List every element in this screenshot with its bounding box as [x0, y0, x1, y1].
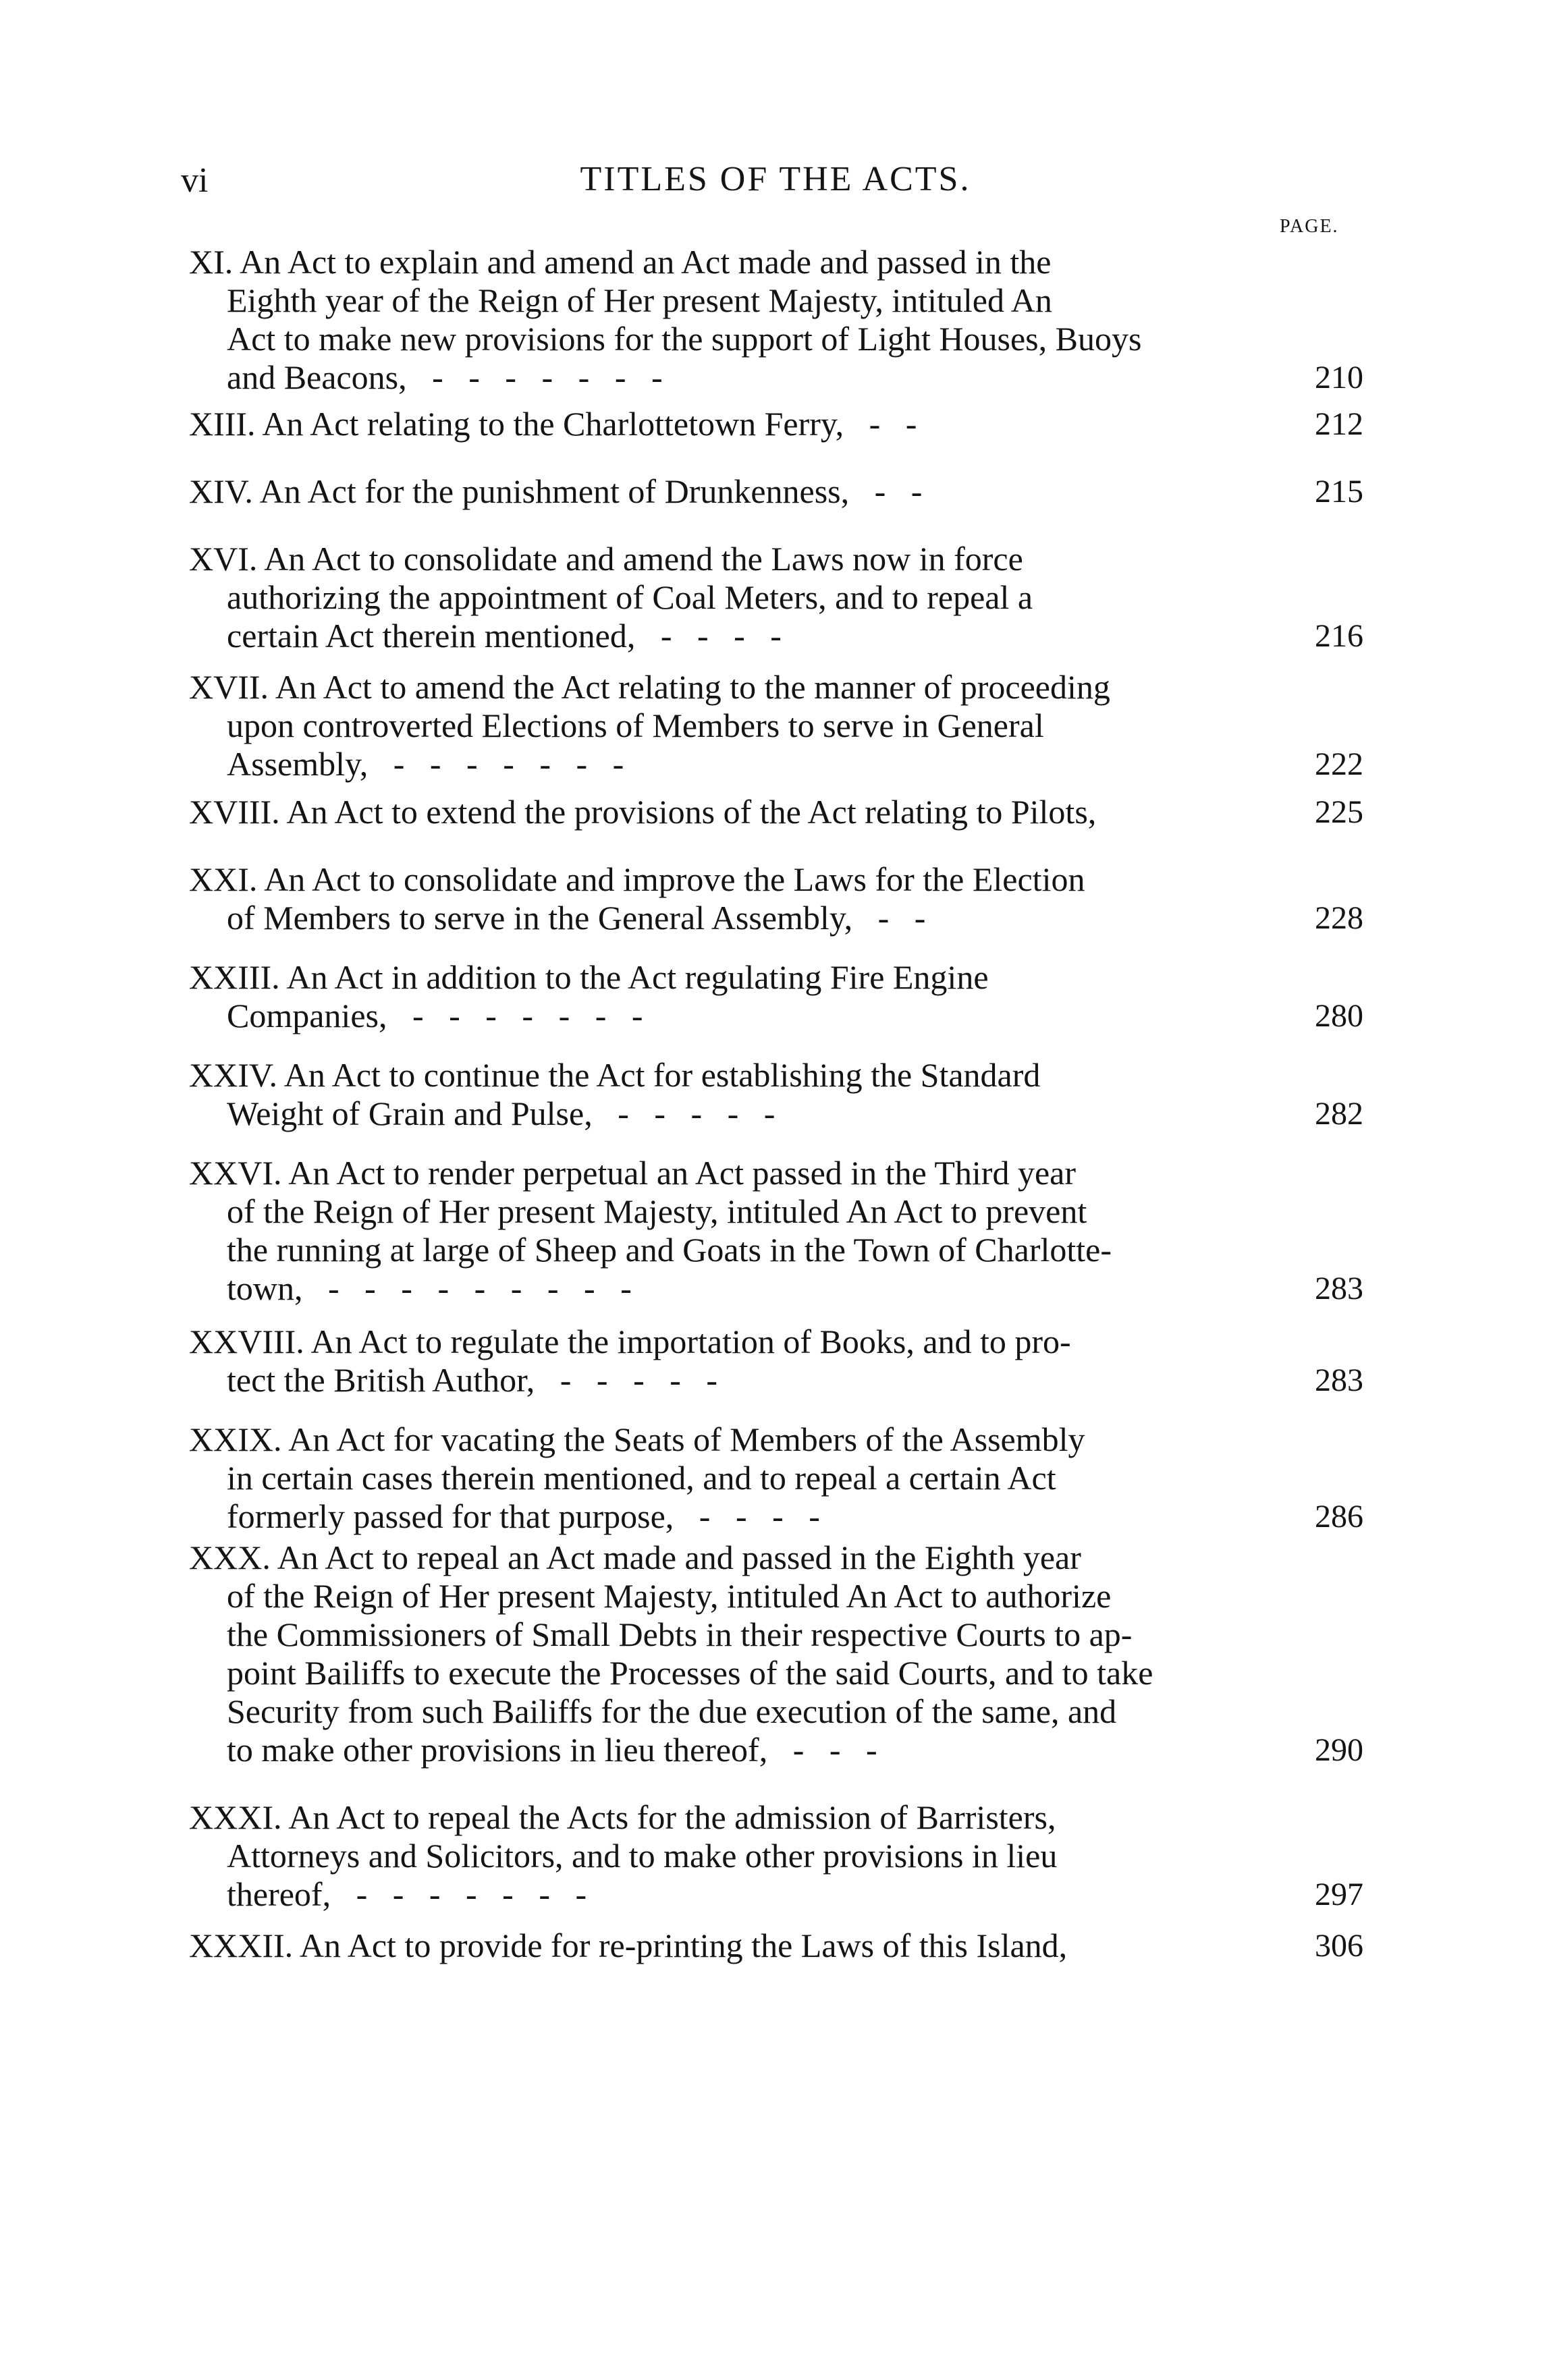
act-title-line	[189, 1875, 1307, 1914]
act-numeral: XXXI.	[189, 1798, 282, 1836]
act-numeral: XXX.	[189, 1539, 271, 1576]
act-title-text: An Act relating to the Charlottetown Ferry, - -	[262, 405, 917, 443]
act-title-line-first	[189, 243, 1269, 281]
act-numeral: XVIII.	[189, 793, 280, 831]
page-number: 283	[1315, 1362, 1363, 1398]
page-number: 280	[1315, 998, 1363, 1034]
act-numeral: XVII.	[189, 668, 269, 706]
act-title-text: An Act to regulate the importation of Books, and to pro-	[310, 1323, 1071, 1360]
act-numeral: XXIX.	[189, 1420, 282, 1458]
act-title-text: Attorneys and Solicitors, and to make other provisions in lieu	[227, 1837, 1058, 1875]
act-title-text: in certain cases therein mentioned, and to repeal a certain Act	[227, 1459, 1056, 1497]
act-title-text: An Act to consolidate and improve the Laws for the Election	[264, 860, 1085, 898]
act-entry	[189, 405, 1363, 443]
act-title-line	[189, 1192, 1307, 1231]
act-title-line	[189, 281, 1307, 320]
act-title-line	[189, 899, 1307, 937]
act-entry	[189, 472, 1363, 511]
act-title-line-first	[189, 1798, 1269, 1837]
act-title-line	[189, 1731, 1307, 1769]
act-title-line	[189, 1361, 1307, 1400]
act-title-text: tect the British Author, - - - - -	[227, 1361, 718, 1399]
page-number: 210	[1315, 360, 1363, 395]
act-numeral: XI.	[189, 243, 234, 281]
act-title-text: Eighth year of the Reign of Her present Majesty, intituled An	[227, 281, 1052, 319]
act-title-text: An Act to render perpetual an Act passed in the Third year	[288, 1154, 1076, 1192]
act-title-text: An Act in addition to the Act regulating Fire Engine	[286, 958, 989, 996]
act-entry	[189, 1056, 1363, 1133]
page-number: 290	[1315, 1732, 1363, 1768]
act-title-text: of Members to serve in the General Assembly, - -	[227, 899, 926, 937]
running-title: TITLES OF THE ACTS.	[580, 160, 971, 198]
act-title-text: the running at large of Sheep and Goats in the Town of Charlotte-	[227, 1231, 1112, 1269]
act-title-line-first	[189, 793, 1269, 831]
act-numeral: XXXII.	[189, 1927, 294, 1964]
act-entry	[189, 1420, 1363, 1536]
act-title-line	[189, 1577, 1307, 1615]
act-title-line	[189, 1095, 1307, 1133]
act-title-line	[189, 997, 1307, 1035]
act-title-text: upon controverted Elections of Members to serve in General	[227, 707, 1044, 744]
act-title-line	[189, 1459, 1307, 1497]
act-title-text: formerly passed for that purpose, - - - -	[227, 1497, 820, 1535]
page-number: 306	[1315, 1928, 1363, 1964]
act-title-text: An Act to amend the Act relating to the manner of proceeding	[275, 668, 1110, 706]
act-entry	[189, 1539, 1363, 1769]
act-title-line-first	[189, 860, 1269, 899]
page-number: 297	[1315, 1877, 1363, 1912]
act-title-line-first	[189, 472, 1269, 511]
act-title-text: An Act to continue the Act for establishing the Standard	[283, 1056, 1041, 1094]
act-title-line-first	[189, 1420, 1269, 1459]
page-number: 228	[1315, 900, 1363, 936]
act-title-text: Security from such Bailiffs for the due execution of the same, and	[227, 1692, 1117, 1730]
act-title-line-first	[189, 1323, 1269, 1361]
act-title-text: point Bailiffs to execute the Processes of the said Courts, and to take	[227, 1654, 1153, 1692]
act-entry	[189, 1798, 1363, 1914]
act-title-line-first	[189, 1539, 1269, 1577]
act-title-text: Weight of Grain and Pulse, - - - - -	[227, 1095, 776, 1132]
act-title-text: An Act to repeal the Acts for the admission of Barristers,	[288, 1798, 1056, 1836]
page-number: 225	[1315, 794, 1363, 830]
act-entry	[189, 1154, 1363, 1308]
act-title-text: of the Reign of Her present Majesty, intituled An Act to authorize	[227, 1577, 1112, 1615]
page-number: 212	[1315, 406, 1363, 442]
act-title-text: An Act to explain and amend an Act made and passed in the	[240, 243, 1052, 281]
act-entry	[189, 1927, 1363, 1965]
act-entry	[189, 1323, 1363, 1400]
act-entry	[189, 668, 1363, 783]
act-numeral: XXVIII.	[189, 1323, 304, 1360]
act-title-line	[189, 1269, 1307, 1308]
act-title-line-first	[189, 1927, 1269, 1965]
act-title-line	[189, 617, 1307, 655]
act-title-line	[189, 320, 1307, 358]
act-numeral: XVI.	[189, 540, 258, 578]
page-column-label: PAGE.	[1280, 216, 1339, 237]
act-title-text: An Act for vacating the Seats of Members of the Assembly	[288, 1420, 1085, 1458]
act-title-text: Assembly, - - - - - - -	[227, 745, 624, 783]
act-numeral: XXVI.	[189, 1154, 282, 1192]
act-entry	[189, 860, 1363, 937]
act-title-line	[189, 1692, 1307, 1731]
act-title-text: Companies, - - - - - - -	[227, 997, 643, 1034]
act-title-text: certain Act therein mentioned, - - - -	[227, 617, 782, 655]
act-title-text: Act to make new provisions for the support of Light Houses, Buoys	[227, 320, 1142, 358]
act-title-line-first	[189, 1056, 1269, 1095]
act-title-line-first	[189, 958, 1269, 997]
act-title-line	[189, 745, 1307, 783]
page-number: 286	[1315, 1499, 1363, 1534]
act-title-text: An Act for the punishment of Drunkenness, - -	[259, 472, 923, 510]
act-entry	[189, 243, 1363, 397]
act-title-line-first	[189, 540, 1269, 578]
act-title-line	[189, 1837, 1307, 1875]
act-title-line-first	[189, 1154, 1269, 1192]
act-numeral: XXI.	[189, 860, 258, 898]
act-title-text: town, - - - - - - - - -	[227, 1269, 632, 1307]
act-entry	[189, 540, 1363, 655]
act-title-line	[189, 1497, 1307, 1536]
act-numeral: XIII.	[189, 405, 256, 443]
act-title-line	[189, 1615, 1307, 1654]
act-title-text: authorizing the appointment of Coal Meters, and to repeal a	[227, 578, 1033, 616]
act-title-text: An Act to provide for re-printing the Laws of this Island,	[299, 1927, 1068, 1964]
act-entry	[189, 958, 1363, 1035]
act-title-line-first	[189, 668, 1269, 707]
act-title-text: An Act to consolidate and amend the Laws now in force	[264, 540, 1023, 578]
act-title-text: and Beacons, - - - - - - -	[227, 358, 663, 396]
act-title-text: the Commissioners of Small Debts in their respective Courts to ap-	[227, 1615, 1133, 1653]
act-title-line	[189, 1231, 1307, 1269]
act-numeral: XXIII.	[189, 958, 280, 996]
page-number: 215	[1315, 474, 1363, 509]
act-entry	[189, 793, 1363, 831]
act-title-text: to make other provisions in lieu thereof, - - -	[227, 1731, 877, 1769]
act-title-text: An Act to extend the provisions of the Act relating to Pilots,	[286, 793, 1097, 831]
act-title-text: of the Reign of Her present Majesty, intituled An Act to prevent	[227, 1192, 1087, 1230]
act-title-line	[189, 358, 1307, 397]
act-numeral: XIV.	[189, 472, 253, 510]
folio: vi	[181, 161, 209, 200]
act-title-line	[189, 1654, 1307, 1692]
act-title-text: An Act to repeal an Act made and passed in the Eighth year	[277, 1539, 1081, 1576]
act-title-line	[189, 578, 1307, 617]
act-numeral: XXIV.	[189, 1056, 278, 1094]
act-title-line-first	[189, 405, 1269, 443]
act-title-line	[189, 707, 1307, 745]
page-number: 222	[1315, 746, 1363, 782]
act-title-text: thereof, - - - - - - -	[227, 1875, 587, 1913]
page-number: 282	[1315, 1096, 1363, 1132]
page-number: 216	[1315, 618, 1363, 654]
page-number: 283	[1315, 1271, 1363, 1306]
